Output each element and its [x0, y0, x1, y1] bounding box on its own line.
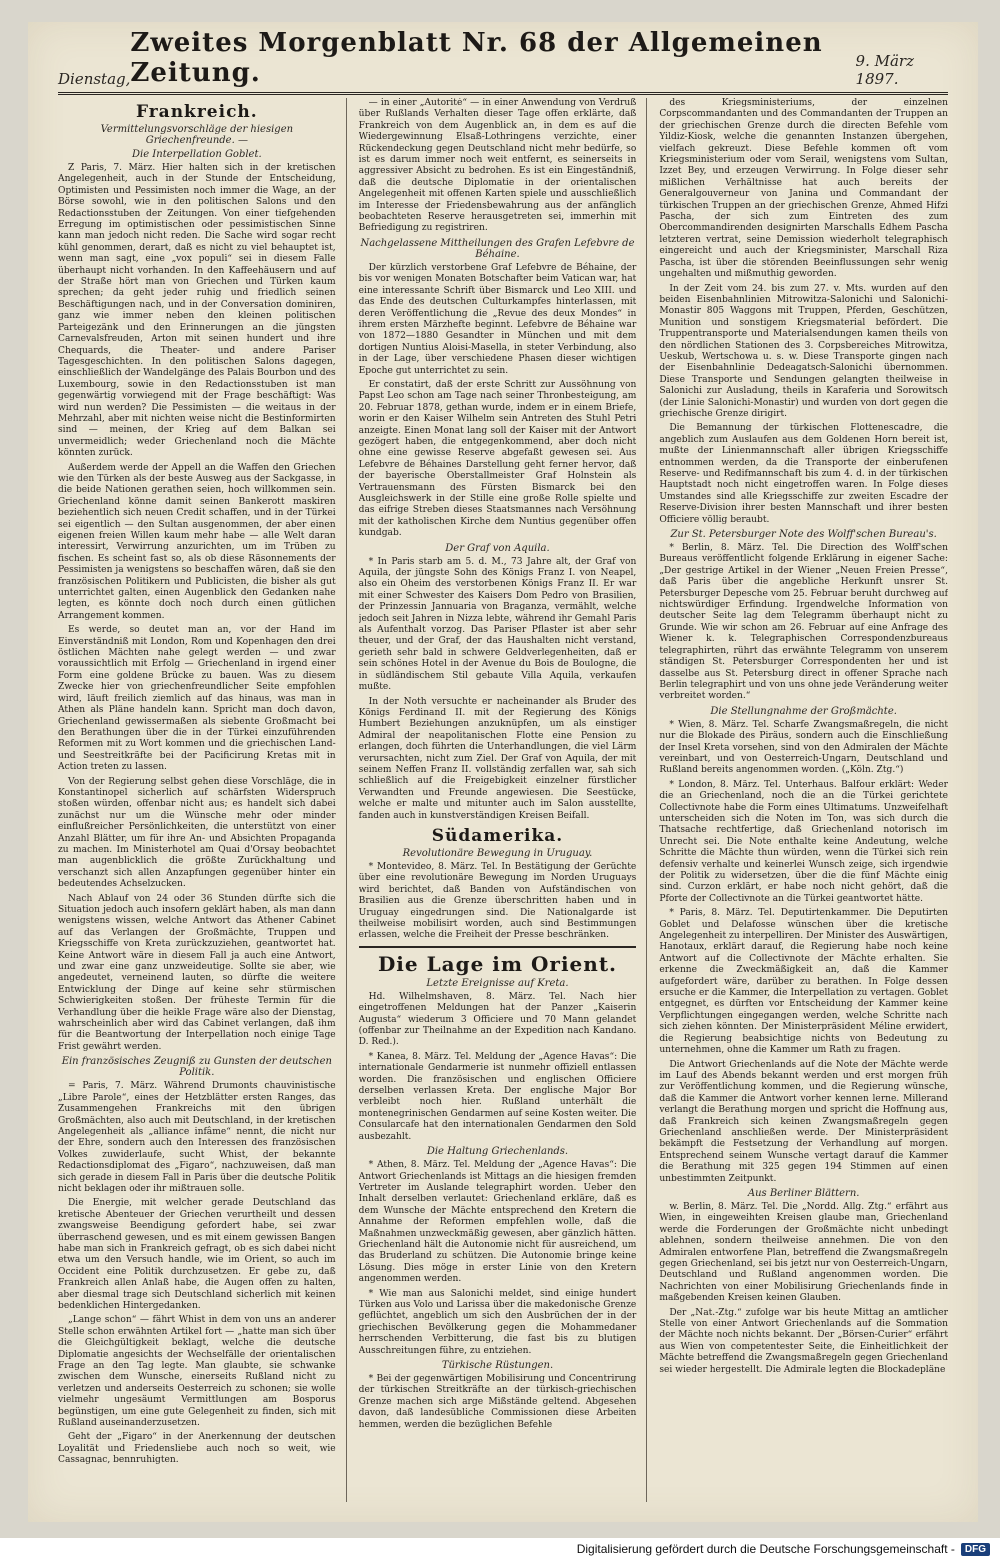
- article-paragraph: = Paris, 7. März. Während Drumonts chauvinistische „Libre Parole“, eines der Hetzblätter ersten Ranges, das Zusammengehen Frankreichs mit den übrigen Großmächten, also auch mit Deutschland, in der kretischen Angelegenheit als „alliance infâme“ nennt, die nicht nur der Ehre, sondern auch den Interessen des französischen Volkes zuwiderlaufe, sucht Whist, der bekannte Redactionsdiplomat des „Figaro“, nachzuweisen, daß man sich gerade in diesem Fall in Paris über die deutsche Politik nicht beklagen oder ihr mißtrauen solle.: [58, 1081, 336, 1194]
- article-paragraph: Von der Regierung selbst gehen diese Vorschläge, die in Konstantinopel sicherlich auf schärfsten Widerspruch stoßen würden, offenbar nicht aus; es handelt sich dabei zunächst nur um die Wünsche mehr oder minder einflußreicher Persönlichkeiten, die unterstützt von einer Anzahl Blätter, um für ihre An- und Absichten Propaganda zu machen. Im Ministerhotel am Quai d'Orsay beobachtet man augenblicklich die größte Zurückhaltung und verschanzt sich allen Anzapfungen gegenüber hinter ein bedeutendes Achselzucken.: [58, 776, 336, 890]
- article-paragraph: * Bei der gegenwärtigen Mobilisirung und Concentrirung der türkischen Streitkräfte an der türkisch-griechischen Grenze machen sich arge Mißstände geltend. Abgesehen davon, daß landesübliche Commissionen diese Arbeiten hemmen, werden die bezüglichen Befehle: [358, 1374, 637, 1430]
- section-subheading: Nachgelassene Mittheilungen des Grafen Lefebvre de Béhaine.: [360, 237, 635, 260]
- columns: [58, 98, 948, 1502]
- article-paragraph: Der kürzlich verstorbene Graf Lefebvre de Béhaine, der bis vor wenigen Monaten Botschafter beim Vatican war, hat eine interessante Schrift über Bismarck und Leo XIII. und das Ende des deutschen Culturkampfes hinterlassen, mit deren Veröffentlichung die „Revue des deux Mondes“ in ihrem ersten Märzhefte beginnt. Lefebvre de Béhaine war von 1872—1880 Gesandter in München und mit dem dortigen Nuntius Aloisi-Masella, in steter Verbindung, also in der Lage, über verschiedene Phasen dieser wichtigen Epoche gut unterrichtet zu sein.: [358, 262, 637, 376]
- article-paragraph: Z Paris, 7. März. Hier halten sich in der kretischen Angelegenheit, auch in der Stunde der Entscheidung, Optimisten und Pessimisten noch immer die Wage, an der Börse sowohl, wie in den politischen Salons und den Redactionsstuben der Zeitungen. Von einer tiefgehenden Erregung im optimistischen oder pessimistischen Sinne kann man jedoch nicht reden. Die Sache wird sogar recht kühl genommen, derart, daß es nicht zu viel behauptet ist, wenn man sagt, eine „vox populi“ sei in diesem Falle überhaupt nicht vorhanden. In den Kaffeehäusern und auf der Straße hört man von Griechen und Türken kaum sprechen; da geht jeder ruhig und friedlich seinen Beschäftigungen nach, und in der Conversation dominiren, ganz wie immer neben den kleinen politischen Parteigezänk und den Erinnerungen an die jüngsten Carnevalsfreuden, Arton mit seinen hundert und ihre Chequards, die Theater- und andere Pariser Tagesgeschichten. In den politischen Salons dagegen, einschließlich der Wandelgänge des Palais Bourbon und des Luxembourg, sowie in den Redactionsstuben ist man gegenwärtig vorwiegend mit der Frage beschäftigt: Was wird nun werden? Die Pessimisten — die weitaus in der Mehrzahl, aber mit nichten weise nicht die Bestinformirten sind — meinen, der Krieg auf dem Balkan sei unvermeidlich; weder Griechenland noch die Mächte könnten zurück.: [58, 163, 336, 459]
- article-paragraph: Es werde, so deutet man an, vor der Hand im Einverständniß mit London, Rom und Kopenhagen den drei östlichen Mächten nahe gelegt werden — und zwar voraussichtlich mit Erfolg — Griechenland in irgend einer Form eine goldene Brücke zu bauen. Was zu diesem Zwecke hier von griechenfreundlicher Seite empfohlen wird, läuft freilich ziemlich auf das hinaus, was man in Athen als Pläne handeln kann. Spricht man doch davon, Griechenland gewissermaßen als siebente Großmacht bei den Berathungen über die in der Türkei einzuführenden Reformen mit zu Wort kommen und die griechischen Land- und Seestreitkräfte bei der Pacificirung Kretas mit in Action treten zu lassen.: [58, 625, 336, 773]
- article-paragraph: „Lange schon“ — fährt Whist in dem von uns an anderer Stelle schon erwähnten Artikel fort — „hatte man sich über die Gleichgültigkeit beklagt, welche die deutsche Diplomatie angesichts der Wechselfälle der orientalischen Frage an den Tag legte. Man glaubte, sie schwanke zwischen dem Wunsche, einerseits Rußland nicht zu verletzen und anderseits Oesterreich zu schonen; sie wolle vielmehr ungesäumt Vermittlungen am Bosporus begünstigen, um eine gute Gelegenheit zu finden, sich mit Rußland auseinanderzusetzen.: [58, 1315, 336, 1429]
- article-paragraph: Hd. Wilhelmshaven, 8. März. Tel. Nach hier eingetroffenen Meldungen hat der Panzer „Kaiserin Augusta“ wiederum 3 Officiere und 70 Mann gelandet (offenbar zur Theilnahme an der Expedition nach Kandano. D. Red.).: [358, 991, 637, 1048]
- section-subheading: Aus Berliner Blättern.: [747, 1187, 860, 1199]
- dfg-logo-icon: DFG: [961, 1543, 990, 1556]
- article-paragraph: * Wie man aus Salonichi meldet, sind einige hundert Türken aus Volo und Larissa über die makedonische Grenze geflüchtet, angeblich um sich den Ausbrüchen der in der griechischen Bevölkerung gegen die Mohammedaner herrschenden Verbitterung, die fast bis zu blutigen Ausschreitungen führe, zu entziehen.: [358, 1288, 637, 1356]
- section-subheading: Die Haltung Griechenlands.: [426, 1146, 569, 1158]
- article-paragraph: Die Antwort Griechenlands auf die Note der Mächte werde im Lauf des Abends bekannt werden und erst morgen früh zur Veröffentlichung kommen, und die Regierung wünsche, daß die Kammer die Antwort vorher kennen lerne. Millerand verlangt die Berathung morgen und spricht die Hoffnung aus, daß Frankreich sich keinen Zwangsmaßregeln gegen Griechenland anschließen werde. Der Ministerpräsident bekämpft die Festsetzung der Verhandlung auf morgen. Entsprechend seinem Wunsche vertagt darauf die Kammer die Berathung mit 325 gegen 194 Stimmen auf einen unbestimmten Zeitpunkt.: [659, 1059, 948, 1184]
- article-paragraph: Der „Nat.-Ztg.“ zufolge war bis heute Mittag an amtlicher Stelle von einer Antwort Griechenlands auf die Sommation der Mächte noch nichts bekannt. Der „Börsen-Curier“ erfährt aus Wien von competentester Seite, die Einheitlichkeit der Mächte betreffend die Zwangsmaßregeln gegen Griechenland sei wieder hergestellt. Die Admirale legten die Blockadepläne: [659, 1307, 948, 1375]
- footer-bar: [0, 1538, 1000, 1560]
- footer-credit: Digitalisierung gefördert durch die Deutsche Forschungsgemeinschaft -: [576, 1542, 955, 1556]
- column-2: [359, 98, 648, 1502]
- article-paragraph: * In Paris starb am 5. d. M., 73 Jahre alt, der Graf von Aquila, der jüngste Sohn des Königs Franz I. von Neapel, also ein Oheim des verstorbenen Königs Franz II. Er war mit einer Schwester des Kaisers Dom Pedro von Brasilien, der Prinzessin Jannuaria von Braganza, vermählt, welche jedoch seit Jahren in Nizza lebte, während ihr Gemahl Paris als Aufenthalt vorzog. Das Pariser Pflaster ist aber sehr theuer, und der Graf, der das Haushalten nicht verstand, gerieth sehr bald in schwere Geldverlegenheiten, daß er sein schönes Hotel in der Avenue du Bois de Boulogne, die in südländischem Stil gebaute Villa Aquila, verkaufen mußte.: [358, 556, 637, 693]
- section-heading: Frankreich.: [135, 102, 258, 122]
- section-subheading: Letzte Ereignisse auf Kreta.: [426, 977, 569, 989]
- masthead-title: Zweites Morgenblatt Nr. 68 der Allgemeinen Zeitung.: [130, 28, 823, 88]
- article-paragraph: Er constatirt, daß der erste Schritt zur Aussöhnung von Papst Leo schon am Tage nach seiner Thronbesteigung, am 20. Februar 1878, gethan wurde, indem er in einem Briefe, worin er den Kaiser Wilhelm sein Antreten des Stuhl Petri anzeigte. Einen Monat lang soll der Kaiser mit der Antwort gezögert haben, die entgegenkommend, aber doch nicht ohne eine gewisse Reserve abgefaßt gewesen sei. Aus Lefebvre de Béhaines Darstellung geht ferner hervor, daß der bayerische Oberstallmeister Graf Holnstein als Vertrauensmann des Fürsten Bismarck bei den Ausgleichswerk in der Stille eine große Rolle spielte und das eifrige Streben dieses Staatsmannes nach Versöhnung mit der katholischen Kirche dem Nuntius gegenüber offen kundgab.: [358, 379, 637, 539]
- section-subheading: Die Stellungnahme der Großmächte.: [710, 705, 897, 717]
- article-paragraph: Außerdem werde der Appell an die Waffen den Griechen wie den Türken als der beste Ausweg aus der Sackgasse, in die beide Nationen gerathen seien, hoch willkommen sein. Griechenland könne damit seinen Bankerott maskiren beziehentlich sich neuen Credit schaffen, und in der Türkei sei eigentlich — den Sultan ausgenommen, der aber einen eigenen freien Willen kaum mehr habe — alle Welt daran interessirt, Verwirrung anzurichten, um im Trüben zu fischen. Es scheint fast so, als ob diese Räsonnements der Pessimisten ja wenigstens so beschaffen wären, daß sie den französischen Politikern und Publicisten, die bisher als gut unterrichtet galten, einen Augenblick den Gedanken nahe legten, es könnte doch noch durch einen gütlichen Arrangement kommen.: [58, 462, 336, 621]
- article-paragraph: * Wien, 8. März. Tel. Scharfe Zwangsmaßregeln, die nicht nur die Blokade des Piräus, sondern auch die Einschließung der Insel Kreta vorsehen, sind von den Admiralen der Mächte vereinbart, und von Oesterreich-Ungarn, Deutschland und Rußland bereits angenommen worden. („Köln. Ztg.“): [659, 719, 948, 776]
- article-paragraph: In der Noth versuchte er nacheinander als Bruder des Königs Ferdinand II. mit der Regierung des Königs Humbert Beziehungen anzuknüpfen, um als einstiger Admiral der neapolitanischen Flotte eine Pension zu erlangen, doch führten die Unterhandlungen, die viel Lärm verursachten, nicht zum Ziel. Der Graf von Aquila, der mit seinem Neffen Franz II. vollständig zerfallen war, sah sich schließlich auf die Freigebigkeit einzelner fürstlicher Verwandten und Freunde angewiesen. Die Seestücke, welche er malte und mitunter auch im Salon ausstellte, fanden auch in kunstverständigen Kreisen Beifall.: [358, 696, 637, 821]
- column-1: [58, 98, 347, 1502]
- article-paragraph: — in einer „Autorité“ — in einer Anwendung von Verdruß über Rußlands Verhalten dieser Tage offen erklärte, daß Frankreich von dem Augenblick an, in dem es auf die Wiedergewinnung Elsaß-Lothringens verzichte, einer Rückendeckung gegen Deutschland nicht mehr bedürfe, so ist es darum immer noch weit entfernt, es seinerseits in aggressiver Absicht zu bedrohen. Es ist ein Eingeständniß, daß die deutsche Diplomatie in der orientalischen Angelegenheit mit offenen Karten spiele und ausschließlich im Interesse der Friedensbewahrung aus der anfänglich beobachteten Reserve herausgetreten sei, immerhin mit Befriedigung zu registriren.: [358, 98, 637, 234]
- masthead: [58, 28, 948, 95]
- article-paragraph: Nach Ablauf von 24 oder 36 Stunden dürfte sich die Situation jedoch auch insofern geklärt haben, als man dann wenigstens wissen, welche Antwort das Athener Cabinet auf das Verlangen der Großmächte, Truppen und Kriegsschiffe von Kreta zurückzuziehen, geantwortet hat. Keine Antwort wäre in diesem Fall ja auch eine Antwort, und zwar eine ganz unzweideutige. Sollte sie aber, wie angedeutet, verneinend lauten, so dürfte die weitere Entwicklung der Dinge auf keine sehr stürmischen Schwierigkeiten stoßen. Der früheste Termin für die Verhandlung über die heikle Frage wäre also der Dienstag, wahrscheinlich aber wird das Cabinet verlangen, daß ihm für die Beantwortung der Interpellation noch einige Tage Frist gewährt werden.: [58, 893, 336, 1052]
- section-subheading: Die Interpellation Goblet.: [131, 149, 262, 160]
- article-paragraph: * Kanea, 8. März. Tel. Meldung der „Agence Havas“: Die internationale Gendarmerie ist nunmehr offiziell entlassen worden. Die französischen und englischen Officiere derselben verlassen Kreta. Der englische Major Bor verbleibt noch hier. Rußland unterhält die montenegrinischen Gendarmen auf seine Kosten weiter. Die Consularcafe hat den internationalen Gendarmen den Sold ausbezahlt.: [358, 1051, 637, 1142]
- article-paragraph: des Kriegsministeriums, der einzelnen Corpscommandanten und des Commandanten der Truppen an der griechischen Grenze durch die directen Befehle vom Yildiz-Kiosk, welche die genannten Instanzen übergehen, vielfach gekreuzt. Diese Befehle kommen oft vom Kriegsministerium oder vom Serail, wenigstens vom Sultan, Izzet Bey, und erzeugen Verwirrung. In Folge dieser sehr mißlichen Verhältnisse hat auch bereits der Generalgouverneur von Janina und Commandant der türkischen Truppen an der griechischen Grenze, Ahmed Hifzi Pascha, der sich zum Eintreten des zum Obercommandirenden designirten Marschalls Edhem Pascha letzteren vertrat, seine Demission wiederholt telegraphisch eingereicht und auch der Kriegsminister, Marschall Riza Pascha, ist über die störenden Beeinflussungen sehr wenig ungehalten und mißmuthig geworden.: [659, 98, 948, 280]
- section-subheading: Vermittelungsvorschläge der hiesigen Griechenfreunde. —: [100, 124, 294, 146]
- section-heading: Die Lage im Orient.: [359, 946, 637, 976]
- newspaper-page: [28, 22, 978, 1522]
- article-paragraph: * Berlin, 8. März. Tel. Die Direction des Wolff'schen Bureaus veröffentlicht folgende Erklärung in eigener Sache: „Der gestrige Artikel in der Wiener „Neuen Freien Presse“, daß Paris über die angebliche Herkunft unsrer St. Petersburger Depesche vom 25. Februar beruht durchweg auf nichtswürdiger Erfindung. Irgendwelche Information von deutscher Seite lag dem Telegramm überhaupt nicht zu Grunde. Wie wir schon am 26. Februar auf eine Anfrage des Wiener k. k. Telegraphischen Correspondenzbureaus telegraphirten, rührt das erwähnte Telegramm von unserem ständigen St. Petersburger Correspondenten her und ist dasselbe aus St. Petersburg direct in offener Sprache nach Berlin telegraphirt und von uns ohne jede Veränderung weiter verbreitet worden.“: [659, 543, 948, 702]
- section-subheading: Türkische Rüstungen.: [441, 1360, 554, 1371]
- section-heading: Südamerika.: [431, 825, 564, 846]
- article-paragraph: * Montevideo, 8. März. Tel. In Bestätigung der Gerüchte über eine revolutionäre Bewegung im Norden Uruguays wird berichtet, daß Banden von Aufständischen von Brasilien aus die Grenze überschritten haben und in Uruguay eingedrungen sind. Die Nationalgarde ist theilweise mobilisirt worden, auch sind Bestimmungen erlassen, welche die Freiheit der Presse beschränken.: [358, 861, 637, 941]
- masthead-day: Dienstag,: [58, 70, 131, 88]
- article-paragraph: w. Berlin, 8. März. Tel. Die „Nordd. Allg. Ztg.“ erfährt aus Wien, in eingeweihten Kreisen glaube man, Griechenland werde die Forderungen der Großmächte nicht unbedingt ablehnen, sondern theilweise annehmen. Die von den Admiralen entworfene Plan, betreffend die Zwangsmaßregeln gegen Griechenland, sei bis jetzt nur von Oesterreich-Ungarn, Deutschland und Rußland angenommen worden. Die Nachrichten von einer Mobilisirung Griechenlands finde in maßgebenden Kreisen keinen Glauben.: [659, 1201, 948, 1304]
- section-subheading: Der Graf von Aquila.: [445, 542, 550, 554]
- article-paragraph: Die Bemannung der türkischen Flottenescadre, die angeblich zum Auslaufen aus dem Goldenen Horn bereit ist, mußte der Linienmannschaft aller übrigen Kriegsschiffe entnommen werden, da die Transporte der einberufenen Reserve- und Redifmannschaft bis zum 4. d. in der türkischen Hauptstadt noch nicht eingetroffen waren. In Folge dieses Umstandes sind alle Kriegsschiffe zur zweiten Escadre der Reserve-Division ihrer besten Mannschaft und ihrer besten Officiere völlig beraubt.: [659, 423, 948, 525]
- section-subheading: Revolutionäre Bewegung in Uruguay.: [402, 847, 593, 859]
- article-paragraph: Geht der „Figaro“ in der Anerkennung der deutschen Loyalität und Friedensliebe auch noch so weit, wie Cassagnac, bennruhigten.: [58, 1432, 336, 1466]
- article-paragraph: In der Zeit vom 24. bis zum 27. v. Mts. wurden auf den beiden Eisenbahnlinien Mitrowitza-Salonichi und Salonichi-Monastir 805 Waggons mit Truppen, Pferden, Geschützen, Munition und sonstigem Kriegsmaterial befördert. Die Truppentransporte und Materialsendungen kamen theils von den nördlichen Stationen des 3. Corpsbereiches Mitrowitza, Ueskub, Wertschowa u. s. w. Diese Transporte gingen nach der Eisenbahnlinie Dedeagatsch-Salonichi übernommen. Diese Transporte und Sendungen gelangten theilweise in Salonichi zur Ausladung, theils in Karaferia und Sorowitsch (der Linie Salonichi-Monastir) und wurden von dort gegen die griechische Grenze dirigirt.: [659, 283, 948, 419]
- article-paragraph: Die Energie, mit welcher gerade Deutschland das kretische Abenteuer der Griechen verurtheilt und dessen zwangsweise Beendigung gefordert habe, sei zwar überraschend gewesen, und es mit einem gewissen Bangen habe man sich in Frankreich gefragt, ob es sich dabei nicht etwa um den Versuch handle, wie im Orient, so auch im Occident eine Politik durchzusetzen. Er gebe zu, daß Frankreich allen Anlaß habe, die Augen offen zu halten, aber diesmal trage sich Deutschland sicherlich mit keinen bedenklichen Hintergedanken.: [58, 1198, 336, 1311]
- section-subheading: Zur St. Petersburger Note des Wolff'schen Bureau's.: [670, 529, 937, 541]
- section-subheading: Ein französisches Zeugniß zu Gunsten der deutschen Politik.: [61, 1056, 332, 1079]
- article-paragraph: * Paris, 8. März. Tel. Deputirtenkammer. Die Deputirten Goblet und Delafosse wünschen über die kretische Angelegenheit zu interpelliren. Der Minister des Auswärtigen, Hanotaux, erklärt darauf, die Regierung habe noch keine Antwort auf die Collectivnote der Mächte erhalten. Sie erkenne die Zweckmäßigkeit an, daß die Kammer aufgefordert wäre, darüber zu berathen. In Folge dessen ersuche er die Kammer, die Interpellation zu vertagen. Goblet entgegnet, es dürften vor Entscheidung der Kammer keine Verpflichtungen eingegangen werden, welche Schritte nach sich ziehen könnten. Der Ministerpräsident Méline erwidert, die Regierung beabsichtige nichts von Bedeutung zu unternehmen, ohne die Kammer um Rath zu fragen.: [659, 908, 948, 1056]
- article-paragraph: * Athen, 8. März. Tel. Meldung der „Agence Havas“: Die Antwort Griechenlands ist Mittags an die hiesigen fremden Vertreter im Auslande telegraphirt worden. Ueber den Inhalt derselben verlautet: Griechenland erkläre, daß es dem Wunsche der Mächte entsprechend den Kretern die Annahme der Reformen empfehlen wolle, daß die Maßnahmen unzweckmäßig gewesen, aber gänzlich hätten. Griechenland hält die Autonomie nicht für ausreichend, um das Bruderland zu schützen. Die Autonomie bringe keine Lösung. Dies möge in erster Linie von den Kretern angenommen werden.: [358, 1160, 637, 1285]
- article-paragraph: * London, 8. März. Tel. Unterhaus. Balfour erklärt: Weder die an Griechenland, noch die an die Türkei gerichtete Collectivnote habe die Form eines Ultimatums. Unzweifelhaft unterscheiden sich die Noten im Ton, was sich durch die Thatsache rechtfertige, daß Griechenland notorisch im Unrecht sei. Die Note enthalte keine Andeutung, welche Schritte die Mächte thun würden, wenn die Türkei sich rein defensiv verhalte und keinerlei Wunsch zeige, sich irgendwie der Politik zu widersetzen, über die die fünf Mächte einig sind. Curzon erklärt, er habe noch nicht gehört, daß die Pforte der Collectivnote an die Türkei geantwortet hätte.: [659, 779, 948, 904]
- masthead-date: 9. März 1897.: [855, 52, 915, 88]
- column-3: [659, 98, 948, 1502]
